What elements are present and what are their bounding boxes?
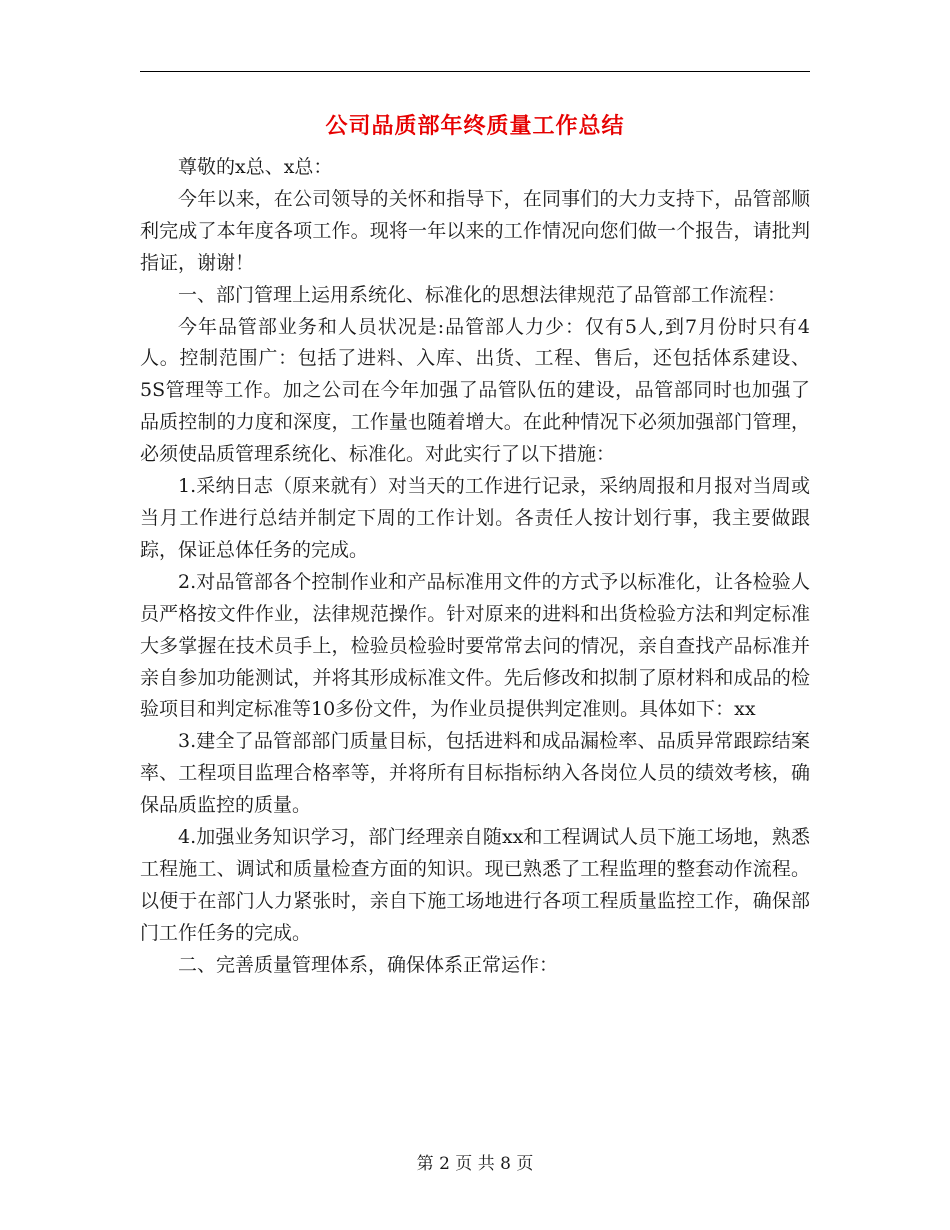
list-item-3: 3.建全了品管部部门质量目标，包括进料和成品漏检率、品质异常跟踪结案率、工程项目监理合格率等，并将所有目标指标纳入各岗位人员的绩效考核，确保品质监控的质量。 [140,730,810,817]
list-item-2: 2.对品管部各个控制作业和产品标准用文件的方式予以标准化，让各检验人员严格按文件作业，法律规范操作。针对原来的进料和出货检验方法和判定标准大多掌握在技术员手上，检验员检验时要常常去问的情况，亲自查找产品标准并亲自参加功能测试，并将其形成标准文件。先后修改和拟制了原材料和成品的检验项目和判定标准等10多份文件，为作业员提供判定准则。具体如下：xx [140,570,810,721]
paragraph-status: 今年品管部业务和人员状况是:品管部人力少：仅有5人,到7月份时只有4人。控制范围广：包括了进料、入库、出货、工程、售后，还包括体系建设、5S管理等工作。加之公司在今年加强了品管队伍的建设，品管部同时也加强了品质控制的力度和深度，工作量也随着增大。在此种情况下必须加强部门管理，必须使品质管理系统化、标准化。对此实行了以下措施： [140,315,810,466]
list-item-1: 1.采纳日志（原来就有）对当天的工作进行记录，采纳周报和月报对当周或当月工作进行总结并制定下周的工作计划。各责任人按计划行事，我主要做跟踪，保证总体任务的完成。 [140,475,810,561]
document-body [140,152,810,982]
section-heading-2: 二、完善质量管理体系，确保体系正常运作： [178,953,559,976]
document-title: 公司品质部年终质量工作总结 [325,113,625,139]
salutation: 尊敬的x总、x总： [178,156,333,178]
paragraph-intro: 今年以来，在公司领导的关怀和指导下，在同事们的大力支持下，品管部顺利完成了本年度各项工作。现将一年以来的工作情况向您们做一个报告，请批判指证，谢谢！ [140,187,810,274]
list-item-4: 4.加强业务知识学习，部门经理亲自随xx和工程调试人员下施工场地，熟悉工程施工、调试和质量检查方面的知识。现已熟悉了工程监理的整套动作流程。以便于在部门人力紧张时，亲自下施工场地进行各项工程质量监控工作，确保部门工作任务的完成。 [140,826,810,944]
header-rule [140,71,810,72]
page-number: 第 2 页 共 8 页 [416,1154,534,1174]
section-heading-1: 一、部门管理上运用系统化、标准化的思想法律规范了品管部工作流程： [178,283,787,306]
